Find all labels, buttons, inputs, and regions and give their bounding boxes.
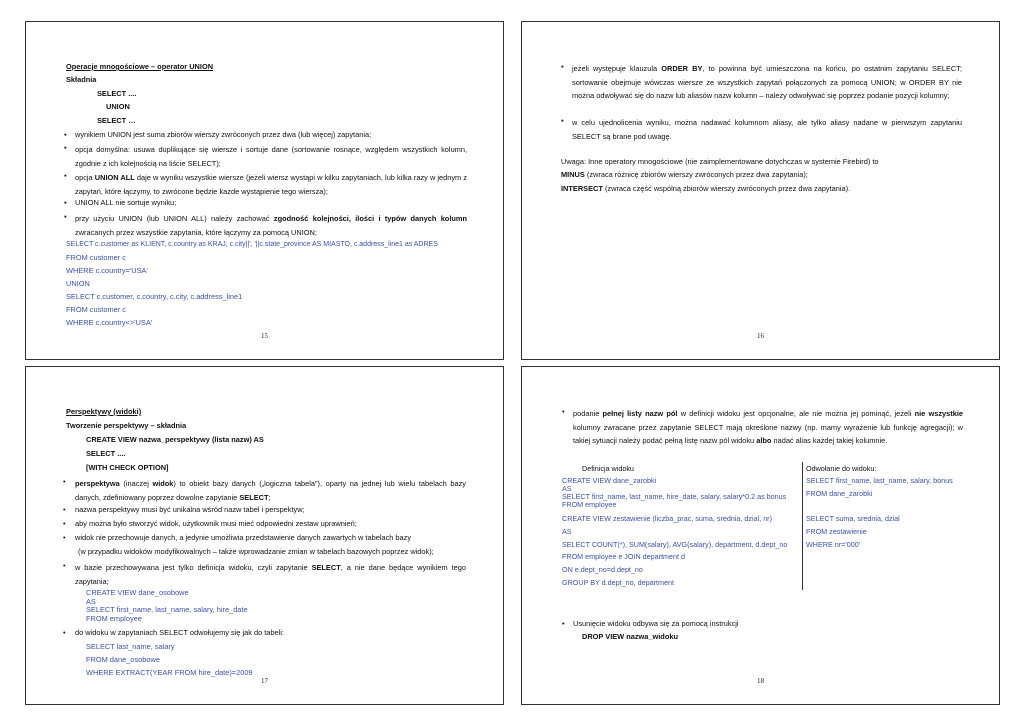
syntax-line: UNION bbox=[106, 102, 130, 111]
bullet-icon: • bbox=[63, 505, 66, 514]
bullet-icon: • bbox=[63, 519, 66, 528]
syntax-line: SELECT … bbox=[97, 116, 136, 125]
syntax-line: SELECT .... bbox=[97, 89, 137, 98]
bullet-text: opcja UNION ALL daje w wyniku wszystkie wiersze (jeżeli wiersz wystąpi w kilku zapytaniach, lub kilka razy w jednym z zapytań, które łączymy, to zwrócone będzie każde wystąpienie tego wiersza); bbox=[75, 173, 468, 196]
code-line: UNION bbox=[66, 279, 90, 288]
syntax-line: CREATE VIEW nazwa_perspektywy (lista nazw) AS bbox=[86, 435, 264, 444]
slide-subtitle: Składnia bbox=[66, 75, 97, 84]
minus-line: MINUS (zwraca różnicę zbiorów wierszy zwróconych przez dwa zapytania); bbox=[561, 170, 808, 179]
slide-subtitle: Tworzenie perspektywy – składnia bbox=[66, 421, 187, 430]
code-line: SELECT c.customer, c.country, c.city, c.address_line1 bbox=[66, 292, 243, 301]
code-line: SELECT COUNT(*), SUM(salary), AVG(salary), department, d.dept_no bbox=[562, 540, 788, 549]
code-line: WHERE c.country<>'USA' bbox=[66, 318, 153, 327]
column-header-usage: Odwołanie do widoku: bbox=[806, 464, 877, 473]
slide-18 bbox=[521, 366, 1000, 705]
bullet-text: jeżeli występuje klauzula ORDER BY, to powinna być umieszczona na końcu, po ostatnim zapytaniu SELECT; sortowanie obejmuje wówczas wiersze ze wszystkich zapytań połączonych za pomocą UNION; w ORDER BY nie można odwoływać się do nazw lub aliasów nazw kolumn – należy odwoływać się poprzez podanie pozycji kolumny; bbox=[572, 64, 963, 100]
bullet-text: w celu ujednolicenia wyniku, można nadawać kolumnom aliasy, ale tylko aliasy nadane w pierwszym zapytaniu SELECT są brane pod uwagę. bbox=[572, 118, 962, 141]
code-line: CREATE VIEW dane_zarobki bbox=[562, 476, 657, 485]
slide-16 bbox=[521, 21, 1000, 360]
page-number: 17 bbox=[261, 677, 268, 685]
note-text: Uwaga: Inne operatory mnogościowe (nie zaimplementowane dotychczas w systemie Firebird) to bbox=[561, 157, 879, 166]
slide-17 bbox=[25, 366, 504, 705]
bullet-text: w bazie przechowywana jest tylko definicja widoku, czyli zapytanie SELECT, a nie dane będące wynikiem tego zapytania; bbox=[75, 563, 466, 586]
code-line: ON e.dept_no=d.dept_no bbox=[562, 565, 643, 574]
drop-view-syntax: DROP VIEW nazwa_widoku bbox=[582, 632, 678, 641]
bullet-icon: ▪ bbox=[64, 143, 67, 152]
bullet-icon: ▪ bbox=[64, 171, 67, 180]
code-line: CREATE VIEW zestawienie (liczba_prac, suma, srednia, dzial, nr) bbox=[562, 514, 772, 523]
column-divider bbox=[802, 462, 803, 590]
code-line: SELECT c.customer as KLIENT, c.country as KRAJ, c.city||', '||c.state_province AS MIASTO, c.address_line1 as ADRES bbox=[66, 241, 438, 248]
code-line: AS bbox=[86, 596, 96, 606]
bullet-icon: ▪ bbox=[64, 130, 67, 139]
page-number: 16 bbox=[757, 332, 764, 340]
code-line: SELECT first_name, last_name, hire_date, salary, salary*0.2 as bonus bbox=[562, 492, 787, 501]
bullet-text: widok nie przechowuje danych, a jedynie umożliwia przedstawienie danych zawartych w tabelach bazy bbox=[75, 533, 412, 542]
column-header-definition: Definicja widoku bbox=[582, 464, 634, 473]
bullet-text: wynikiem UNION jest suma zbiorów wierszy zwróconych przez dwa (lub więcej) zapytania; bbox=[75, 130, 372, 139]
intersect-line: INTERSECT (zwraca część wspólną zbiorów wierszy zwróconych przez dwa zapytania). bbox=[561, 184, 851, 193]
bullet-icon: • bbox=[63, 477, 66, 486]
syntax-line: [WITH CHECK OPTION] bbox=[86, 463, 169, 472]
page-number: 15 bbox=[261, 332, 268, 340]
bullet-icon: • bbox=[562, 619, 565, 628]
code-line: FROM employee bbox=[86, 613, 142, 623]
code-line: FROM dane_zarobki bbox=[806, 489, 873, 498]
bullet-text-cont: (w przypadku widoków modyfikowalnych – także wprowadzanie zmian w tabelach bazowych poprzez widok); bbox=[78, 547, 434, 556]
code-line: SELECT suma, srednia, dzial bbox=[806, 514, 900, 523]
code-line: WHERE nr='000' bbox=[806, 540, 861, 549]
slide-title: Perspektywy (widoki) bbox=[66, 407, 142, 416]
bullet-text: przy użyciu UNION (lub UNION ALL) należy zachować zgodność kolejności, ilości i typów danych kolumn zwracanych przez wszystkie zapytania, które łączymy za pomocą UNION; bbox=[75, 214, 467, 237]
bullet-text: UNION ALL nie sortuje wyniku; bbox=[75, 198, 177, 207]
bullet-icon: ▪ bbox=[64, 212, 67, 221]
bullet-text: Usunięcie widoku odbywa się za pomocą instrukcji bbox=[573, 619, 739, 628]
slide-title: Operacje mnogościowe – operator UNION bbox=[66, 62, 214, 71]
bullet-icon: ▪ bbox=[64, 198, 67, 207]
bullet-text: aby można było stworzyć widok, użytkownik musi mieć odpowiedni zestaw uprawnień; bbox=[75, 519, 357, 528]
bullet-text: podanie pełnej listy nazw pól w definicji widoku jest opcjonalne, ale nie można jej pominąć, jeżeli nie wszystkie kolumny zwracane przez zapytanie SELECT mają określone nazwy (np. mamy wyrażenie lub funkcję agregacji); w takiej sytuacji należy podać pełną listę nazw pól widoku albo nadać alias każdej takiej kolumnie. bbox=[573, 409, 963, 445]
bullet-text: do widoku w zapytaniach SELECT odwołujemy się jak do tabeli: bbox=[75, 628, 284, 637]
syntax-line: SELECT .... bbox=[86, 449, 126, 458]
code-line: SELECT last_name, salary bbox=[86, 642, 175, 651]
bullet-icon: • bbox=[562, 407, 565, 416]
slide-15 bbox=[25, 21, 504, 360]
code-line: FROM customer c bbox=[66, 253, 126, 262]
bullet-icon: • bbox=[63, 561, 66, 570]
code-line: FROM employee e JOIN department d bbox=[562, 552, 686, 561]
page-number: 18 bbox=[757, 677, 764, 685]
code-line: FROM customer c bbox=[66, 305, 126, 314]
code-line: AS bbox=[562, 527, 572, 536]
code-line: WHERE EXTRACT(YEAR FROM hire_date)=2009 bbox=[86, 668, 253, 677]
code-line: AS bbox=[562, 484, 572, 493]
code-line: WHERE c.country='USA' bbox=[66, 266, 148, 275]
code-line: GROUP BY d.dept_no, department bbox=[562, 578, 675, 587]
bullet-icon: • bbox=[63, 628, 66, 637]
bullet-icon: ▪ bbox=[561, 116, 564, 125]
code-line: FROM employee bbox=[562, 500, 617, 509]
code-line: FROM zestawienie bbox=[806, 527, 867, 536]
bullet-icon: ▪ bbox=[561, 62, 564, 71]
bullet-icon: • bbox=[63, 533, 66, 542]
code-line: SELECT first_name, last_name, salary, bonus bbox=[806, 476, 953, 485]
code-line: FROM dane_osobowe bbox=[86, 655, 160, 664]
bullet-text: perspektywa (inaczej widok) to obiekt bazy danych („logiczna tabela”), oparty na jednej lub wielu tabelach bazy danych, zdefiniowany poprzez dowolne zapytanie SELECT; bbox=[75, 479, 466, 502]
bullet-text: opcja domyślna: usuwa duplikujące się wiersze i sortuje dane (sortowanie rosnące, względem wszystkich kolumn, zgodnie z ich kolejnością na liście SELECT); bbox=[75, 145, 467, 168]
bullet-text: nazwa perspektywy musi być unikalna wśród nazw tabel i perspektyw; bbox=[75, 505, 305, 514]
code-line: CREATE VIEW dane_osobowe bbox=[86, 588, 189, 597]
code-line: SELECT first_name, last_name, salary, hire_date bbox=[86, 605, 248, 614]
